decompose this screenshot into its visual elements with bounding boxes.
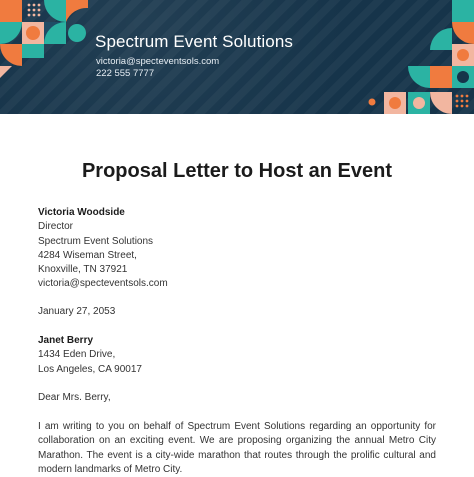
salutation: Dear Mrs. Berry, [38, 391, 436, 405]
left-geometric-art [0, 0, 88, 78]
letter-date-block [38, 305, 436, 319]
recipient-city: Los Angeles, CA 90017 [38, 363, 436, 377]
sender-company: Spectrum Event Solutions [38, 235, 436, 249]
letterhead-banner [0, 0, 474, 114]
sender-role: Director [38, 220, 436, 234]
letter-date: January 27, 2053 [38, 305, 436, 319]
decorative-pattern-icon [0, 0, 474, 114]
sender-street: 4284 Wiseman Street, [38, 249, 436, 263]
sender-block [38, 206, 436, 292]
recipient-block [38, 334, 436, 377]
company-phone: 222 555 7777 [96, 68, 154, 79]
recipient-street: 1434 Eden Drive, [38, 348, 436, 362]
right-geometric-art [369, 0, 474, 114]
sender-email[interactable]: victoria@specteventsols.com [38, 277, 436, 291]
salutation-block [38, 391, 436, 405]
sender-name: Victoria Woodside [38, 206, 436, 220]
sender-city: Knoxville, TN 37921 [38, 263, 436, 277]
recipient-name: Janet Berry [38, 334, 436, 348]
document-title: Proposal Letter to Host an Event [0, 160, 474, 183]
company-email[interactable]: victoria@specteventsols.com [96, 56, 219, 67]
company-name: Spectrum Event Solutions [95, 32, 293, 52]
body-paragraph: I am writing to you on behalf of Spectrum Event Solutions regarding an opportunity for collaboration on an exciting event. We are proposing organizing the annual Metro City Marathon. The event is a city-wide marathon that routes through the prolific cultural and modern landmarks of Metro City. [38, 420, 436, 477]
body-paragraph-block [38, 420, 436, 477]
